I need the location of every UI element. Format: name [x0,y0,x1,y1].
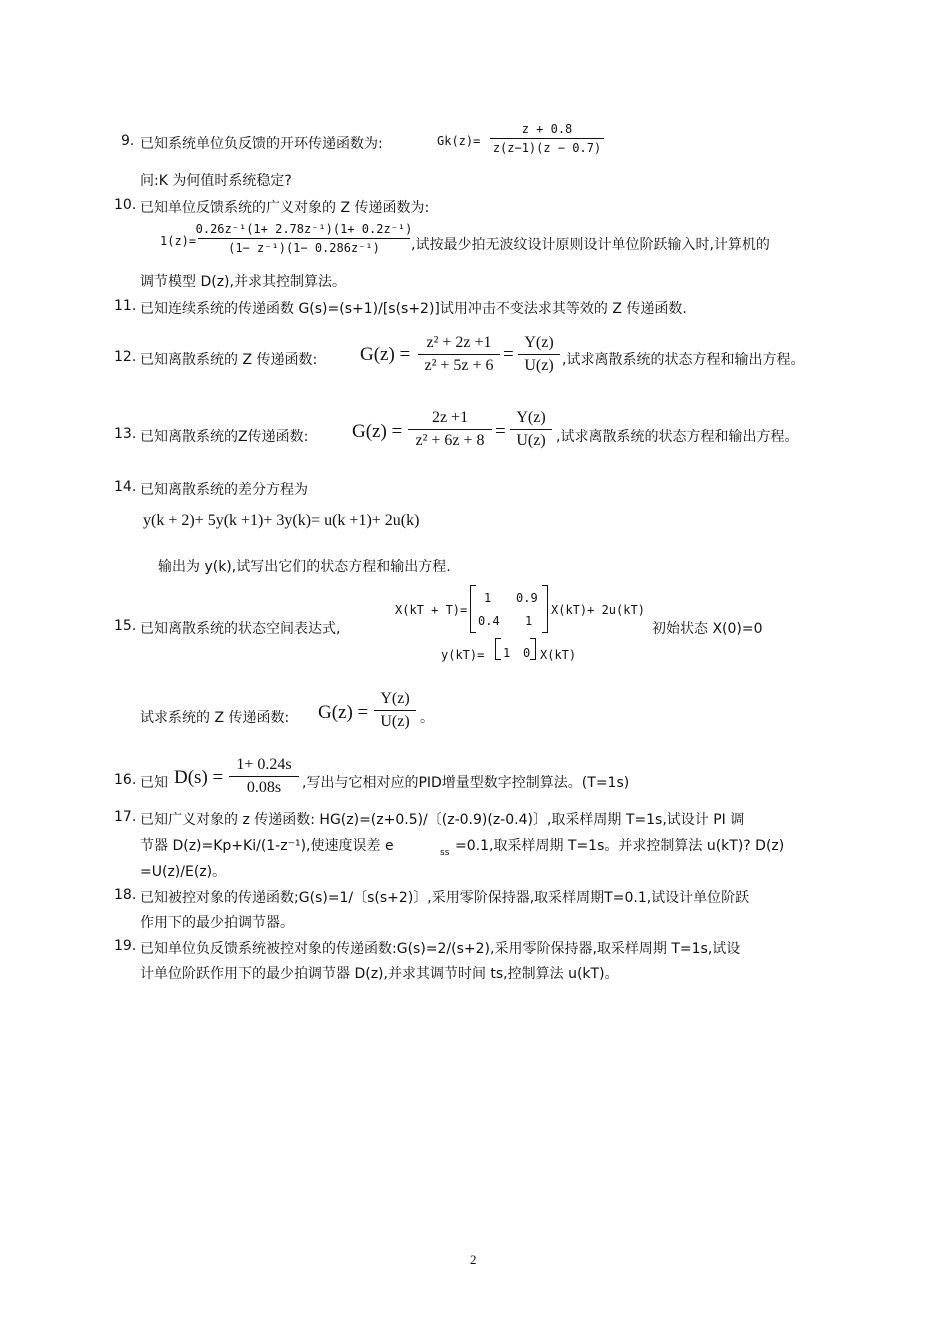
q15-matrix-right-bracket [542,585,548,633]
q9-line2: 问:K 为何值时系统稳定? [140,173,292,189]
q19-line1: 已知单位负反馈系统被控对象的传递函数:G(s)=2/(s+2),采用零阶保持器,取采样周期 T=1s,试设 [140,941,741,957]
q10-after: ,试按最少拍无波纹设计原则设计单位阶跃输入时,计算机的 [411,237,770,253]
q16-fraction [229,756,299,797]
q15-out-lhs: y(kT)= [441,648,485,662]
q15-line2: 试求系统的 Z 传递函数: [140,710,290,726]
q16-after: ,写出与它相对应的PID增量型数字控制算法。(T=1s) [302,775,630,791]
q13-eq: = [495,421,506,442]
q14-equation: y(k + 2)+ 5y(k +1)+ 3y(k)= u(k +1)+ 2u(k) [143,512,420,529]
q13-numerator: 2z +1 [431,409,469,426]
q13-after: ,试求离散系统的状态方程和输出方程。 [556,429,799,445]
q18-line1: 已知被控对象的传递函数;G(s)=1/〔s(s+2)〕,采用零阶保持器,取采样周期T=0.1,试设计单位阶跃 [140,890,750,906]
q15-c1: 1 [503,646,511,660]
q13-text: 已知离散系统的Z传递函数: [140,429,309,445]
q16-number: 16. [114,772,137,788]
q15-state-rhs: X(kT)+ 2u(kT) [551,603,645,617]
q10-fraction [195,222,413,255]
q11-number: 11. [114,298,137,314]
q16-lhs: D(s) = [174,767,224,788]
q17-line1: 已知广义对象的 z 传递函数: HG(z)=(z+0.5)/〔(z-0.9)(z-0.4)〕,取采样周期 T=1s,试设计 PI 调 [140,812,745,828]
q18-number: 18. [114,887,137,903]
q15-gden: U(z) [380,713,410,730]
q15-g-ratio [374,690,416,731]
q12-rnum: Y(z) [524,334,554,351]
q15-state-lhs: X(kT + T)= [395,603,468,617]
q19-line2: 计单位阶跃作用下的最少拍调节器 D(z),并求其调节时间 ts,控制算法 u(kT)。 [140,966,619,982]
q17-sub: ss [440,848,450,858]
q15-m22: 1 [525,614,533,628]
q19-number: 19. [114,938,137,954]
q12-eq: = [503,344,514,365]
q15-cvec-right-bracket [530,638,536,660]
q16-text: 已知 [140,775,168,791]
q15-m12: 0.9 [516,591,538,605]
q15-g-after: 。 [420,710,434,726]
q10-line3: 调节模型 D(z),并求其控制算法。 [140,274,346,290]
q9-denominator: z(z−1)(z − 0.7) [492,141,602,155]
page-number: 2 [470,1252,477,1267]
q15-m11: 1 [484,591,492,605]
q13-lhs: G(z) = [352,421,403,442]
q15-init: 初始状态 X(0)=0 [652,621,763,637]
q9-number: 9. [121,133,135,149]
q16-numerator: 1+ 0.24s [236,756,292,773]
q14-line3: 输出为 y(k),试写出它们的状态方程和输出方程. [158,559,451,575]
q13-number: 13. [114,426,137,442]
q10-text: 已知单位反馈系统的广义对象的 Z 传递函数为: [140,200,430,216]
q9-fraction [490,122,604,155]
q12-number: 12. [114,349,137,365]
q9-lhs: Gk(z)= [437,134,481,148]
q17-line3: =U(z)/E(z)。 [140,864,227,880]
q15-out-rhs: X(kT) [540,648,577,662]
q10-number: 10. [114,197,137,213]
q11-text: 已知连续系统的传递函数 G(s)=(s+1)/[s(s+2)]试用冲击不变法求其等效的 Z 传递函数. [140,301,687,317]
q14-number: 14. [114,479,137,495]
q12-numerator: z² + 2z +1 [426,334,492,351]
q10-lhs: 1(z)= [160,234,197,248]
q15-m21: 0.4 [478,614,500,628]
q18-line2: 作用下的最少拍调节器。 [140,915,294,931]
q9-text: 已知系统单位负反馈的开环传递函数为: [140,136,383,152]
q17-line2b: =0.1,取采样周期 T=1s。并求控制算法 u(kT)? D(z) [455,838,785,854]
q15-text: 已知离散系统的状态空间表达式, [140,621,341,637]
q13-denominator: z² + 6z + 8 [415,432,485,449]
q10-numerator: 0.26z⁻¹(1+ 2.78z⁻¹)(1+ 0.2z⁻¹) [195,222,413,236]
q10-denominator: (1− z⁻¹)(1− 0.286z⁻¹) [228,241,380,255]
q15-g-lhs: G(z) = [318,702,369,723]
q12-after: ,试求离散系统的状态方程和输出方程。 [562,352,805,368]
q15-matrix-left-bracket [470,585,476,633]
q13-fraction [408,409,492,450]
q17-number: 17. [114,809,137,825]
q13-ratio [510,409,552,450]
q13-rnum: Y(z) [516,409,546,426]
q15-number: 15. [114,618,137,634]
q12-fraction [418,334,500,375]
q12-ratio [518,334,560,375]
q15-c2: 0 [523,646,531,660]
q15-gnum: Y(z) [380,690,410,707]
q13-rden: U(z) [516,432,546,449]
q12-denominator: z² + 5z + 6 [424,357,494,374]
q12-rden: U(z) [524,357,554,374]
q12-lhs: G(z) = [360,344,411,365]
q12-text: 已知离散系统的 Z 传递函数: [140,352,318,368]
q15-cvec-left-bracket [495,638,501,660]
q16-denominator: 0.08s [246,779,282,796]
q14-text: 已知离散系统的差分方程为 [140,482,308,498]
q17-line2a: 节器 D(z)=Kp+Ki/(1-z⁻¹),使速度误差 e [140,838,394,854]
q9-numerator: z + 0.8 [521,122,573,136]
